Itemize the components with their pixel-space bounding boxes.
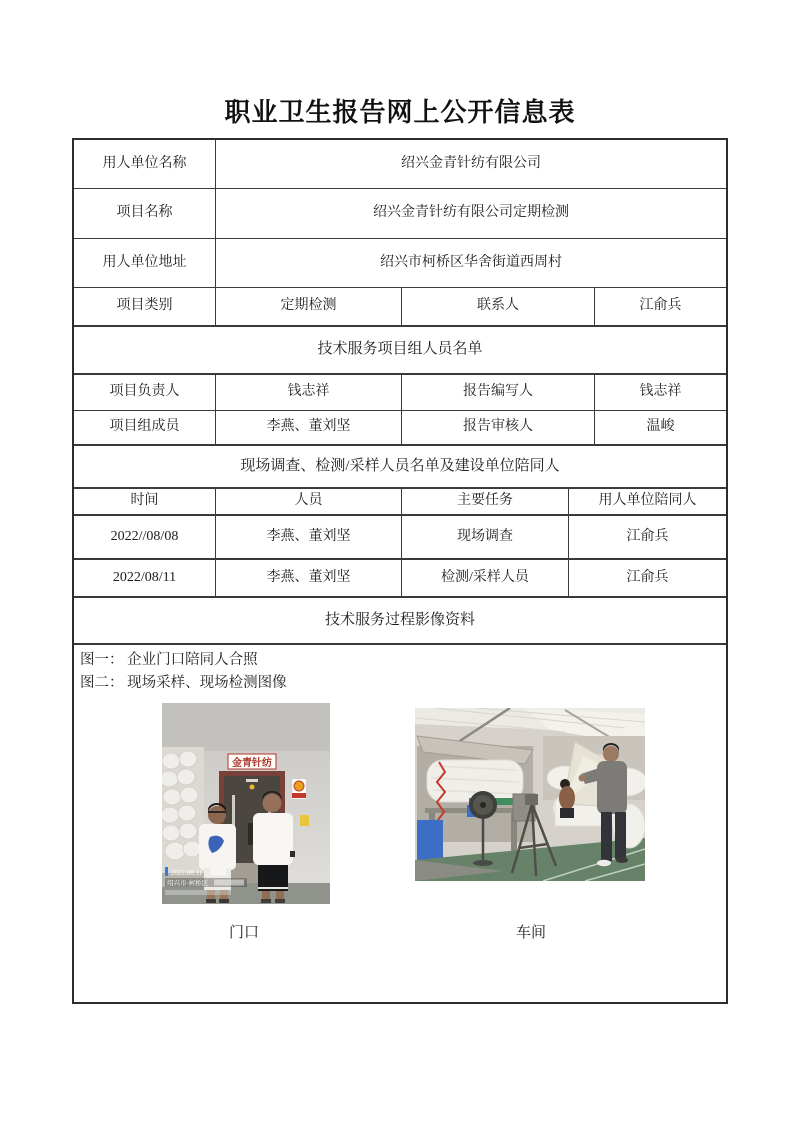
workshop-photo-caption: 车间 — [515, 925, 546, 941]
schedule-1-time: 2022//08/08 — [74, 516, 216, 558]
table-row-project-name — [74, 189, 726, 239]
media-section-title: 技术服务过程影像资料 — [324, 611, 475, 628]
table-row-team-section — [74, 327, 726, 375]
schedule-1-escort: 江俞兵 — [626, 528, 669, 544]
project-name-label: 项目名称 — [74, 189, 216, 238]
figure1-caption: 图一： 企业门口陪同人合照 — [80, 652, 258, 668]
table-row-schedule-header — [74, 489, 726, 516]
table-row-project-category — [74, 288, 726, 327]
project-category-value: 定期检测 — [216, 288, 402, 325]
table-row-team-members — [74, 411, 726, 446]
project-category-label: 项目类别 — [74, 288, 216, 325]
schedule-2-task: 检测/采样人员 — [402, 560, 569, 596]
schedule-header-escort: 用人单位陪同人 — [598, 493, 697, 509]
page-title: 职业卫生报告网上公开信息表 — [224, 98, 576, 127]
employer-address-label: 用人单位地址 — [74, 239, 216, 287]
site-section-title: 现场调查、检测/采样人员名单及建设单位陪同人 — [240, 457, 560, 474]
table-row-schedule-2 — [74, 560, 726, 598]
table-row-schedule-1 — [74, 516, 726, 560]
schedule-1-task: 现场调查 — [402, 516, 569, 558]
report-writer-value: 钱志祥 — [639, 384, 682, 400]
schedule-header-time: 时间 — [74, 489, 216, 514]
schedule-1-personnel: 李燕、董刘坚 — [216, 516, 402, 558]
employer-name-label: 用人单位名称 — [74, 140, 216, 188]
team-members-value: 李燕、董刘坚 — [216, 411, 402, 444]
report-writer-label: 报告编写人 — [402, 375, 595, 410]
schedule-header-task: 主要任务 — [402, 489, 569, 514]
tripod-head — [525, 794, 538, 805]
entrance-photo-caption: 门口 — [228, 925, 259, 941]
team-members-label: 项目组成员 — [74, 411, 216, 444]
team-section-title: 技术服务项目组人员名单 — [317, 341, 483, 358]
watermark-location: 绍兴市·柯桥区 — [167, 880, 209, 887]
report-reviewer-label: 报告审核人 — [402, 411, 595, 444]
figure2-caption: 图二： 现场采样、现场检测图像 — [80, 675, 287, 691]
info-table — [72, 138, 728, 1004]
table-row-site-section — [74, 446, 726, 489]
contact-label: 联系人 — [402, 288, 595, 325]
report-reviewer-value: 温峻 — [646, 419, 675, 435]
employer-address-value: 绍兴市柯桥区华舍街道西周村 — [380, 254, 562, 270]
schedule-2-escort: 江俞兵 — [626, 569, 669, 585]
schedule-header-personnel: 人员 — [216, 489, 402, 514]
contact-value: 江俞兵 — [639, 298, 682, 314]
schedule-2-personnel: 李燕、董刘坚 — [216, 560, 402, 596]
project-leader-value: 钱志祥 — [216, 375, 402, 410]
company-sign-text: 金青针纺 — [232, 758, 272, 769]
workshop-photo — [415, 708, 645, 881]
small-yellow-sign — [300, 815, 309, 826]
fire-safety-sign — [292, 779, 306, 799]
table-row-employer-address — [74, 239, 726, 288]
company-sign — [228, 754, 276, 769]
table-row-project-leader — [74, 375, 726, 411]
employer-name-value: 绍兴金青针纺有限公司 — [401, 155, 541, 171]
table-row-media-content — [74, 645, 726, 1002]
project-name-value: 绍兴金青针纺有限公司定期检测 — [373, 205, 569, 221]
watermark-date: 2022.08.11 — [171, 869, 203, 877]
figure-captions — [80, 649, 287, 695]
schedule-2-time: 2022/08/11 — [74, 560, 216, 596]
project-leader-label: 项目负责人 — [74, 375, 216, 410]
table-row-media-section — [74, 598, 726, 645]
table-row-employer-name — [74, 140, 726, 189]
entrance-photo — [162, 703, 330, 904]
